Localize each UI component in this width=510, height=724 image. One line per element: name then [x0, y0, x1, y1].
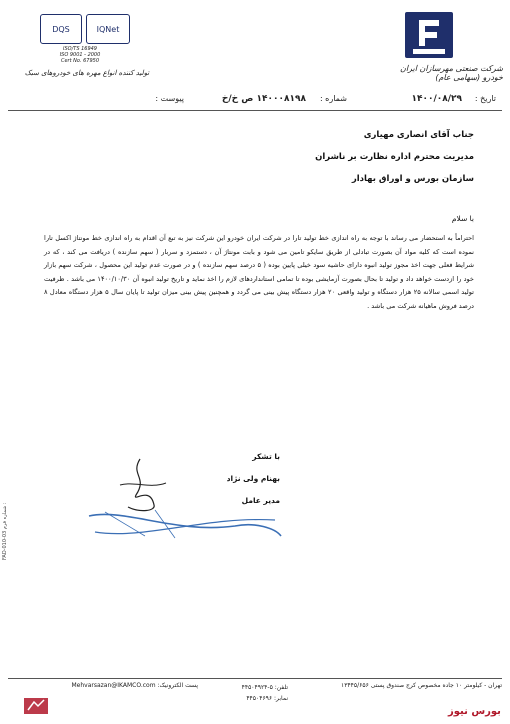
signatory-title: مدیر عامل	[241, 496, 280, 505]
company-logo	[405, 12, 453, 58]
footer-email: Mehvarsazan@IKAMCO.com	[71, 682, 156, 689]
addressee-organization: سازمان بورس و اوراق بهادار	[351, 174, 474, 184]
footer-address: تهران - کیلومتر ۱۰ جاده مخصوص کرج صندوق پستی ۱۳۴۴۵/۶۵۶	[341, 682, 502, 689]
footer-phones	[208, 682, 288, 704]
iqnet-logo: IQNet	[86, 14, 130, 44]
letter-meta	[8, 92, 502, 110]
letter-body: احتراماً به استحضار می رساند با توجه به راه اندازی خط تولید تارا در شرکت ایران خودرو این شرکت نیز به تبع آن اقدام به راه اندازی خط مونتاژ اکسل تارا نموده است که کلیه مواد آن بصورت تبادلی از طریق سایکو تامین می شود و بابت مونتاژ آن ، دستمزد و سربار ( سهم سازنده ) دریافت می کند ، که در شرایط فعلی جهت اخذ مجوز تولید انبوه دارای حاشیه سود خیلی پایین بوده ( ۵ درصد سهم سازنده ) و در صورت عدم تولید این محصول ، شرکت سهم بازار خود را ازدست خواهد داد و تولید تا بحال بصورت آزمایشی بوده تا تمامی استانداردهای لازم را اخذ نماید و تاریخ تولید انبوه آن ۱۴۰۰/۱۰/۳۰ می باشد . ظرفیت تولید اسمی سالانه ۲۵ هزار دستگاه و تولید واقعی ۲۰ هزار دستگاه پیش بینی می گردد و همچنین پیش بینی میزان تولید تا پایان سال ۵ هزار دستگاه معادل ۸ درصد فروش ماهیانه شرکت می باشد .	[44, 234, 474, 310]
salutation: با سلام	[451, 214, 474, 223]
header-divider	[8, 110, 502, 111]
closing-block	[190, 446, 280, 512]
watermark-text: بورس نیوز	[448, 706, 501, 717]
addressee-department: مدیریت محترم اداره نظارت بر ناشران	[315, 152, 474, 162]
cert-line: ISO 9001 - 2000	[59, 52, 101, 58]
company-name: شرکت صنعتی مهرسازان ایران خودرو (سهامی عام)	[399, 64, 503, 82]
number-label: شماره :	[319, 94, 347, 103]
footer-phone: تلفن: ۵-۴۴۵۰۴۹۲۴	[241, 684, 288, 691]
closing-thanks: با تشکر	[252, 452, 280, 461]
company-tagline: تولید کننده انواع مهره های خودروهای سبک	[24, 69, 150, 77]
letter-footer	[8, 682, 502, 708]
watermark-logo-icon	[22, 694, 50, 718]
addressee-block	[174, 124, 474, 190]
cert-line: Cert No. 67950	[60, 58, 100, 64]
addressee-name: جناب آقای انصاری مهیاری	[363, 130, 474, 140]
footer-email-block	[68, 682, 198, 689]
attachment-label: پیوست :	[155, 94, 184, 103]
company-stamp	[85, 506, 285, 542]
number-value: ۱۴۰۰۰۸۱۹۸ ص خ/خ	[221, 94, 306, 104]
date-value: ۱۴۰۰/۰۸/۲۹	[411, 94, 462, 104]
date-label: تاریخ :	[474, 94, 496, 103]
cert-line: ISO/TS 16949	[63, 46, 97, 52]
certification-text	[40, 46, 120, 64]
email-label: پست الکترونیک:	[157, 682, 198, 689]
certification-logos	[40, 14, 130, 44]
footer-fax: نمابر: ۴۴۵۰۴۶۹۶	[246, 695, 288, 702]
footer-divider	[8, 678, 502, 679]
form-code: FAD-010-03 شماره فرم :	[2, 502, 8, 560]
signatory-name: بهنام ولی نژاد	[226, 474, 280, 483]
dqs-logo: DQS	[40, 14, 82, 44]
